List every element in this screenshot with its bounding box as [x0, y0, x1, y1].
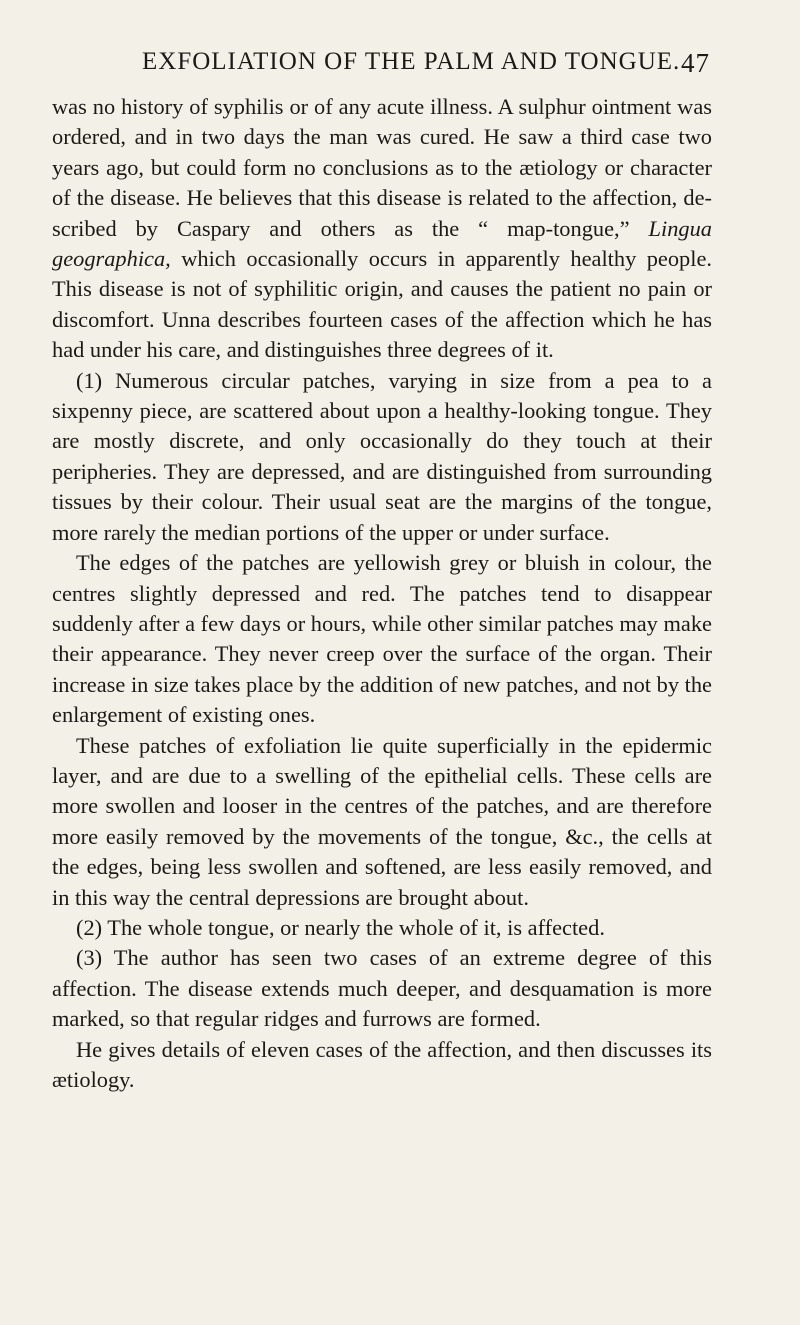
paragraph-3: The edges of the patches are yellowish grey or bluish in colour, the centres slightly depressed and red. The patches tend to disappear suddenly after a few days or hours, while other similar patches may make their appearance. They never creep over the surface of the organ. Their increase in size takes place by the addition of new patches, and not by the enlargement of existing ones.	[52, 550, 712, 728]
paragraph-5: (2) The whole tongue, or nearly the whole of it, is affected.	[76, 914, 605, 940]
page-number: 47	[681, 48, 710, 78]
paragraph-2: (1) Numerous circular patches, varying in size from a pea to a sixpenny piece, are scattered about upon a healthy-looking tongue. They are mostly discrete, and only occasionally do they touch at their peripheries. They are depressed, and are distinguished from surrounding tissues by their colour. Their usual seat are the margins of the tongue, more rarely the median portions of the upper or under surface.	[52, 367, 712, 545]
running-header	[142, 48, 710, 76]
paragraph-1-text-b: which occasionally occurs in apparently healthy people. This disease is not of syphilitic origin, and causes the patient no pain or discomfort. Unna describes fourteen cases of the affection which he has had under his care, and distinguishes three degrees of it.	[52, 246, 712, 363]
paragraph-4: These patches of exfoliation lie quite superficially in the epidermic layer, and are due to a swelling of the epithelial cells. These cells are more swollen and looser in the centres of the patches, and are therefore more easily removed by the movements of the tongue, &c., the cells at the edges, being less swollen and softened, are less easily removed, and in this way the central depressions are brought about.	[52, 732, 712, 910]
paragraph-1	[52, 92, 712, 366]
body-text	[52, 92, 712, 1095]
header-title: EXFOLIATION OF THE PALM AND TONGUE.	[142, 48, 681, 75]
paragraph-1-italic-term: Lingua geographica,	[52, 215, 712, 272]
paragraph-6: (3) The author has seen two cases of an extreme degree of this affection. The disease extends much deeper, and desquamation is more marked, so that regular ridges and furrows are formed.	[52, 945, 712, 1032]
paragraph-7: He gives details of eleven cases of the affection, and then discusses its ætiology.	[52, 1036, 712, 1092]
paragraph-1-text-a: was no history of syphilis or of any acute illness. A sulphur ointment was ordered, and in two days the man was cured. He saw a third case two years ago, but could form no conclusions as to the ætiology or character of the disease. He believes that this disease is related to the affection, described by Caspary and others as the “ map-tongue,”	[52, 94, 712, 241]
